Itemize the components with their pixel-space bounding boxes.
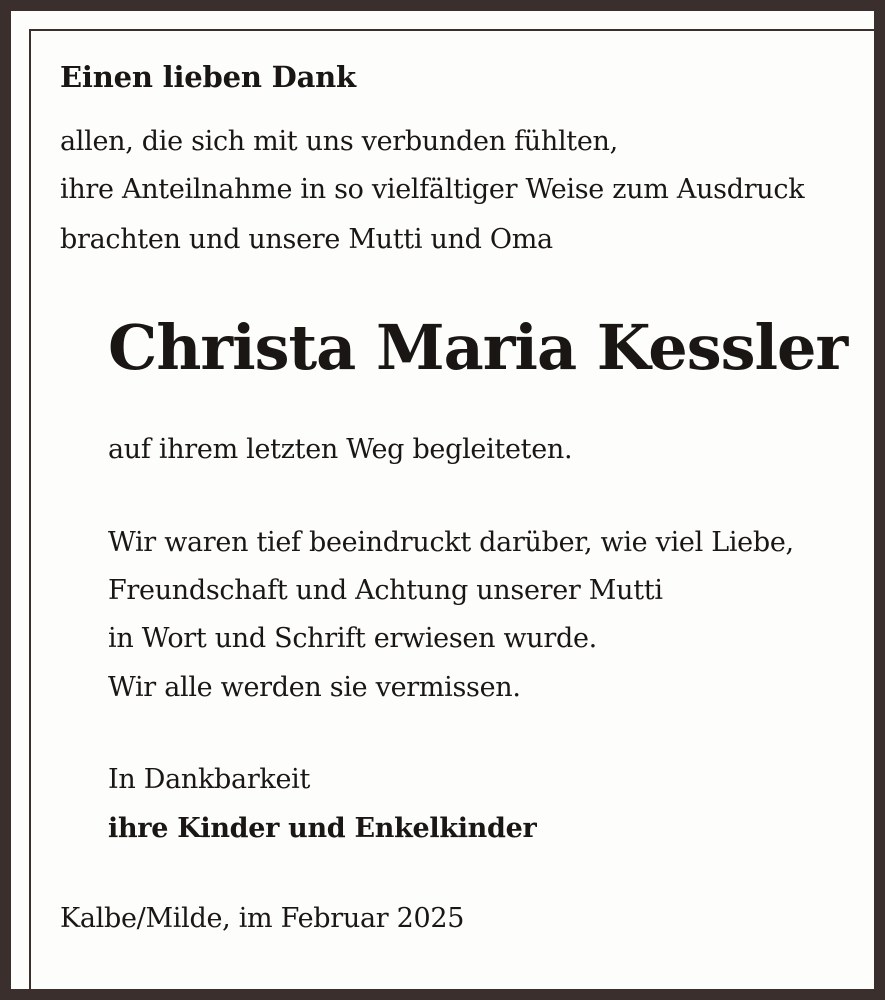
signature-line: ihre Kinder und Enkelkinder [108, 813, 537, 844]
intro-line-3: brachten und unsere Mutti und Oma [60, 224, 553, 255]
intro-line-1: allen, die sich mit uns verbunden fühlten, [60, 126, 618, 157]
body-line-1: Wir waren tief beeindruckt darüber, wie viel Liebe, [108, 527, 794, 558]
notice-heading: Einen lieben Dank [60, 60, 356, 94]
body-line-3: in Wort und Schrift erwiesen wurde. [108, 623, 597, 654]
body-line-4: Wir alle werden sie vermissen. [108, 672, 521, 703]
body-line-2: Freundschaft und Achtung unserer Mutti [108, 575, 663, 606]
place-date: Kalbe/Milde, im Februar 2025 [60, 903, 465, 934]
closing-line: In Dankbarkeit [108, 764, 311, 795]
deceased-name: Christa Maria Kessler [108, 311, 848, 384]
intro-line-2: ihre Anteilnahme in so vielfältiger Weise zum Ausdruck [60, 174, 805, 205]
after-name-line: auf ihrem letzten Weg begleiteten. [108, 434, 573, 465]
